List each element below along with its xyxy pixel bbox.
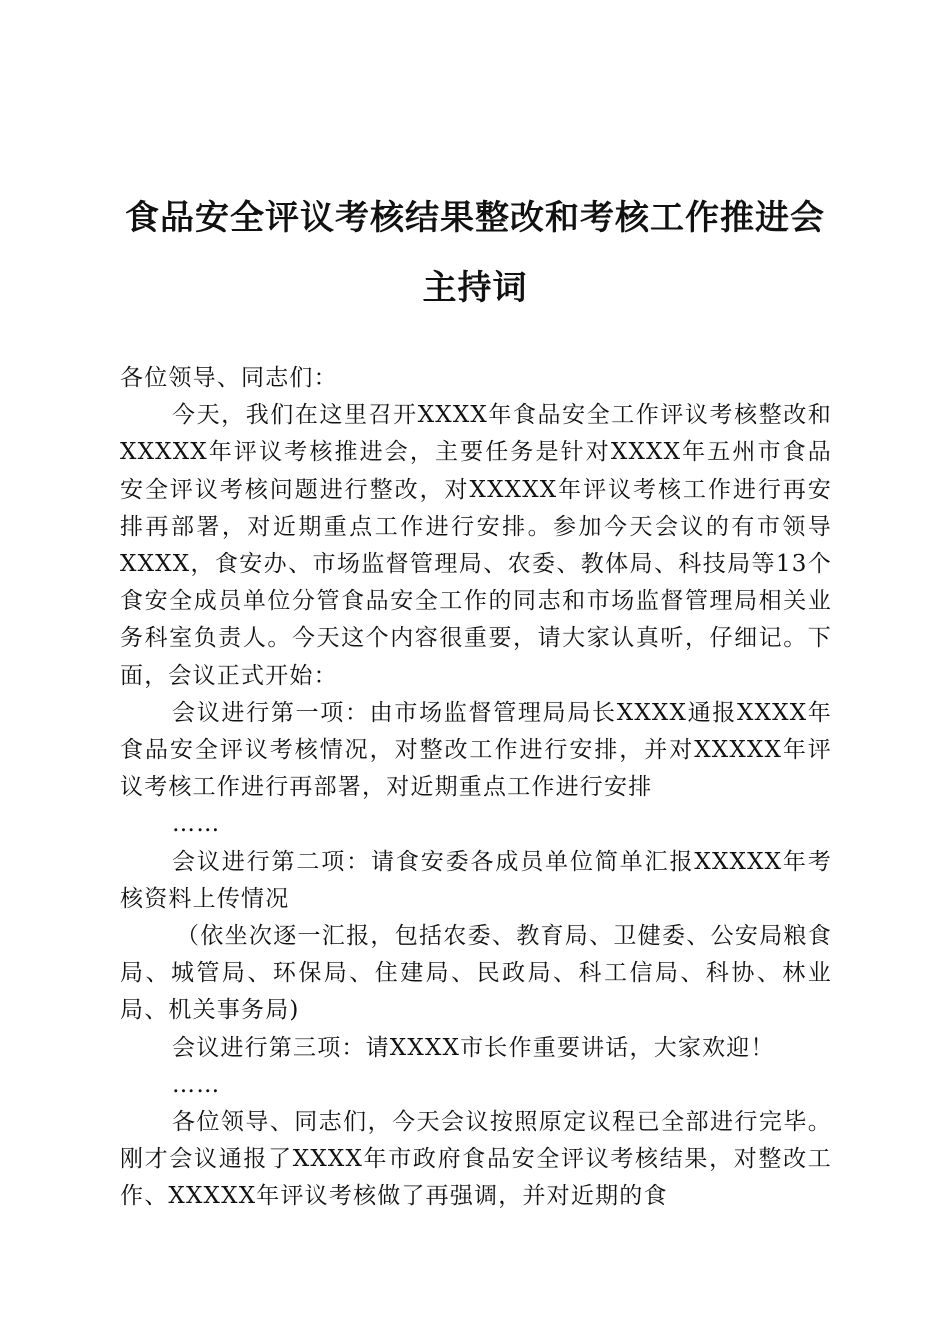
- salutation: 各位领导、同志们：: [120, 365, 338, 391]
- paragraph-agenda-item-3: 会议进行第三项：请XXXX市长作重要讲话，大家欢迎！: [172, 1034, 775, 1061]
- ellipsis: ……: [172, 1071, 221, 1098]
- document-body: [120, 360, 832, 1216]
- paragraph-agenda-item-2: 会议进行第二项：请食安委各成员单位简单汇报XXXXX年考核资料上传情况: [120, 848, 832, 912]
- paragraph-closing: 各位领导、同志们，今天会议按照原定议程已全部进行完毕。刚才会议通报了XXXX年市政府食品安全评议考核结果，对整改工作、XXXXX年评议考核做了再强调，并对近期的食: [120, 1109, 832, 1210]
- document-subtitle: 主持词: [422, 268, 528, 308]
- paragraph-agenda-item-1: 会议进行第一项：由市场监督管理局局长XXXX通报XXXX年食品安全评议考核情况，对整改工作进行安排，并对XXXXX年评议考核工作进行再部署，对近期重点工作进行安排: [120, 699, 832, 801]
- paragraph-reporting-order: （依坐次逐一汇报，包括农委、教育局、卫健委、公安局粮食局、城管局、环保局、住建局、民政局、科工信局、科协、林业局、机关事务局): [120, 923, 832, 1024]
- document-title: 食品安全评议考核结果整改和考核工作推进会: [125, 198, 825, 238]
- paragraph-opening: 今天，我们在这里召开XXXX年食品安全工作评议考核整改和XXXXX年评议考核推进会，主要任务是针对XXXX年五州市食品安全评议考核问题进行整改，对XXXXX年评议考核工作进行再安排再部署，对近期重点工作进行安排。参加今天会议的有市领导XXXX，食安办、市场监督管理局、农委、教体局、科技局等13个食安全成员单位分管食品安全工作的同志和市场监督管理局相关业务科室负责人。今天这个内容很重要，请大家认真听，仔细记。下面，会议正式开始：: [120, 402, 832, 689]
- ellipsis: ……: [172, 811, 221, 838]
